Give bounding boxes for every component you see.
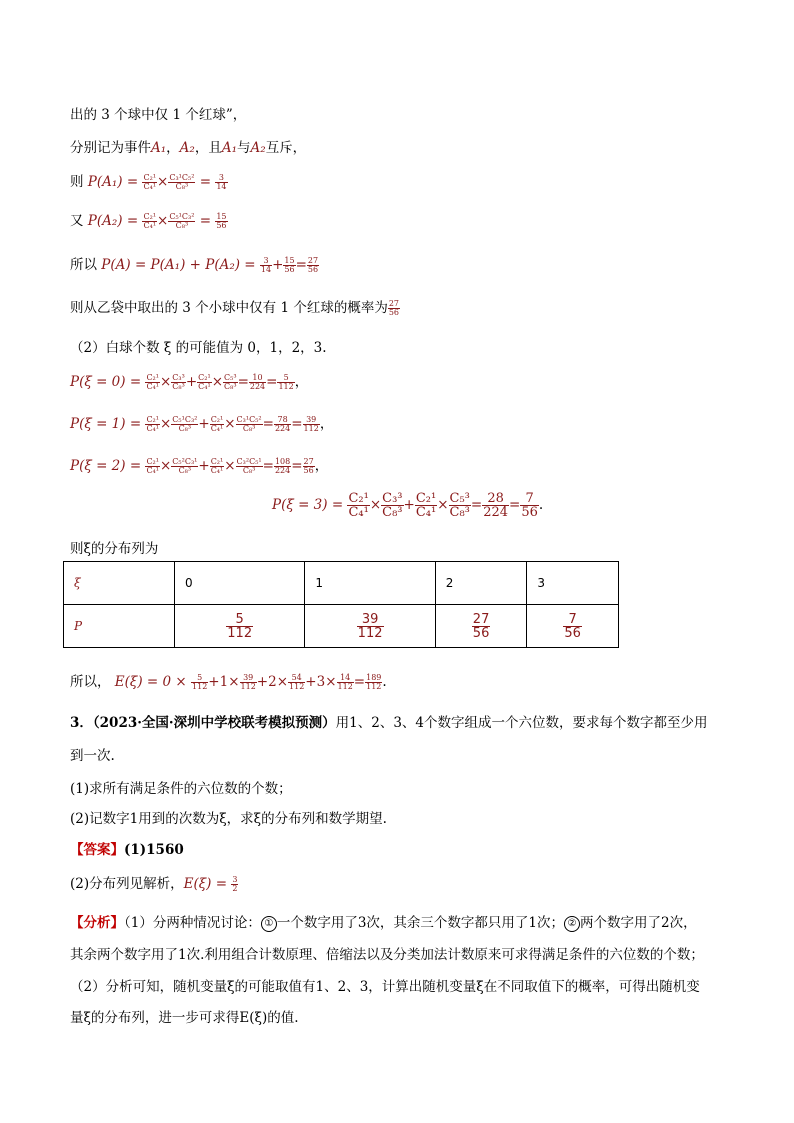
formula-p3: P(ξ = 3) = $\frac{\text{C₂¹}}{\text{C₄¹}}$ × $\frac{\text{C₃³}}{\text{C₈³}}$ + $\frac{\text{C₂¹}}{\text{C₄¹}}$ × $\frac{\text{C₅³}}{\text{C₈³}}$ = $\frac{28}{224}$ = $\frac{7}{56}$ . — [272, 491, 544, 520]
table-cell: $\frac{5}{112}$ — [175, 605, 305, 648]
math-a2: A₂ — [179, 140, 195, 156]
analysis-text: 一个数字用了3次，其余三个数字都只用了1次； — [276, 915, 565, 931]
table-header-cell: 1 — [305, 562, 435, 605]
answer-2: (2)分布列见解析， — [70, 876, 184, 892]
problem-3-text-cont: 到一次. — [70, 748, 115, 764]
text-and-intro: ，且 — [194, 140, 222, 156]
analysis-line-3: （2）分析可知，随机变量ξ的可能取值有1、2、3，计算出随机变量ξ在不同取值下的概率，可得出随机变 — [70, 979, 700, 995]
text-sep: ， — [166, 140, 180, 156]
fraction: $\frac{27}{56}$ — [388, 299, 400, 317]
fraction: $\frac{27}{56}$ — [307, 256, 319, 274]
circled-one-icon: ① — [261, 916, 277, 932]
text-expect-intro: 所以， — [70, 674, 111, 690]
answer-line-2: (2)分布列见解析，E(ξ) = $\frac{3}{2}$ — [70, 875, 238, 893]
text-so: 所以 — [70, 257, 97, 273]
formula-pa1: 则 P(A₁) = $\frac{\text{C₂¹}}{\text{C₄¹}}$ × $\frac{\text{C₃¹C₅²}}{\text{C₈³}}$ = $\frac{3}{14}$ — [70, 173, 227, 191]
math-a1-b: A₁ — [221, 140, 238, 156]
math-p3: P(ξ = 3) = — [272, 497, 344, 513]
math-a1: A₁ — [151, 140, 167, 156]
table-row-label: P — [64, 605, 175, 648]
comb-fraction: $\frac{\text{C₂¹}}{\text{C₄¹}}$ — [143, 212, 157, 230]
math-p2: P(ξ = 2) = — [70, 458, 142, 474]
analysis-text: （1）分两种情况讨论： — [124, 915, 261, 931]
problem-3-question-1: (1)求所有满足条件的六位数的个数； — [70, 781, 292, 797]
table-header-cell: 2 — [435, 562, 527, 605]
math-p1: P(ξ = 1) = — [70, 416, 142, 432]
answer-line-1 — [70, 838, 184, 858]
formula-expectation: 所以， E(ξ) = 0 × $\frac{5}{112}$ +1× $\frac{39}{112}$ +2× $\frac{54}{112}$ +3× $\frac{14}{112}$ = $\frac{189}{112}$ . — [70, 673, 387, 691]
result-fraction: $\frac{15}{56}$ — [216, 212, 227, 230]
answer-label: 【答案】 — [70, 842, 124, 858]
analysis-line-2: 其余两个数字用了1次.利用组合计数原理、倍缩法以及分类加法计数原来可求得满足条件的六位数的个数； — [70, 947, 704, 963]
text-then: 则 — [70, 174, 84, 190]
text-line-1: 出的 3 个球中仅 1 个红球”， — [70, 107, 247, 123]
analysis-line-1 — [70, 911, 697, 932]
text-events-intro: 分别记为事件 — [70, 140, 151, 156]
problem-3-statement — [70, 711, 708, 731]
text-line-6 — [70, 296, 400, 317]
analysis-text: 两个数字用了2次， — [580, 915, 697, 931]
formula-p0: P(ξ = 0) = $\frac{\text{C₂¹}}{\text{C₄¹}}$ × $\frac{\text{C₃³}}{\text{C₈³}}$ + $\frac{\text{C₂¹}}{\text{C₄¹}}$ × $\frac{\text{C₅³}}{\text{C₈³}}$ = $\frac{10}{224}$ = $\frac{5}{112}$ ， — [70, 373, 309, 391]
formula-pa: 所以 P(A) = P(A₁) + P(A₂) = $\frac{3}{14}$ + $\frac{15}{56}$ = $\frac{27}{56}$ — [70, 256, 319, 274]
distribution-table — [63, 561, 619, 648]
problem-3-question-2: (2)记数字1用到的次数为ξ，求ξ的分布列和数学期望. — [70, 811, 387, 827]
formula-p2: P(ξ = 2) = $\frac{\text{C₂¹}}{\text{C₄¹}}$ × $\frac{\text{C₅²C₃¹}}{\text{C₈³}}$ + $\frac{\text{C₂¹}}{\text{C₄¹}}$ × $\frac{\text{C₃²C₅¹}}{\text{C₈³}}$ = $\frac{108}{224}$ = $\frac{27}{56}$ ， — [70, 457, 329, 475]
math-a2-b: A₂ — [250, 140, 266, 156]
math-p0: P(ξ = 0) = — [70, 374, 142, 390]
math-answer-e: E(ξ) = — [183, 876, 228, 892]
math-pa2: P(A₂) = — [87, 213, 139, 229]
table-row — [64, 605, 619, 648]
text-line-7: （2）白球个数 ξ 的可能值为 0，1，2，3. — [70, 340, 327, 356]
math-pa: P(A) = P(A₁) + P(A₂) = — [101, 257, 256, 273]
comb-fraction: $\frac{\text{C₃¹C₅²}}{\text{C₈³}}$ — [169, 173, 195, 191]
problem-source: （2023·全国·深圳中学校联考模拟预测） — [92, 715, 336, 731]
table-header-cell: 0 — [175, 562, 305, 605]
table-header-cell: 3 — [527, 562, 619, 605]
problem-number: 3． — [70, 715, 93, 731]
text-with: 与 — [237, 140, 251, 156]
formula-p1: P(ξ = 1) = $\frac{\text{C₂¹}}{\text{C₄¹}}$ × $\frac{\text{C₅¹C₃²}}{\text{C₈³}}$ + $\frac{\text{C₂¹}}{\text{C₄¹}}$ × $\frac{\text{C₃¹C₅²}}{\text{C₈³}}$ = $\frac{78}{224}$ = $\frac{39}{112}$ ， — [70, 415, 334, 433]
table-cell: $\frac{27}{56}$ — [435, 605, 527, 648]
text-dist-intro: 则ξ的分布列为 — [70, 541, 159, 557]
text-line-2 — [70, 136, 306, 156]
answer-1: (1)1560 — [124, 842, 184, 858]
comb-fraction: $\frac{\text{C₂¹}}{\text{C₄¹}}$ — [143, 173, 157, 191]
result-fraction: $\frac{3}{14}$ — [216, 173, 227, 191]
table-cell: $\frac{7}{56}$ — [527, 605, 619, 648]
analysis-label: 【分析】 — [70, 915, 124, 931]
fraction: $\frac{3}{14}$ — [260, 256, 272, 274]
math-pa1: P(A₁) = — [87, 174, 139, 190]
text-also: 又 — [70, 213, 84, 229]
table-cell: $\frac{39}{112}$ — [305, 605, 435, 648]
table-header-cell: ξ — [64, 562, 175, 605]
analysis-line-4: 量ξ的分布列，进一步可求得E(ξ)的值. — [70, 1010, 299, 1026]
circled-two-icon: ② — [564, 916, 580, 932]
problem-text: 用1、2、3、4个数字组成一个六位数，要求每个数字都至少用 — [335, 715, 708, 731]
text-exclusive: 互斥， — [265, 140, 307, 156]
formula-pa2: 又 P(A₂) = $\frac{\text{C₂¹}}{\text{C₄¹}}$ × $\frac{\text{C₅¹C₃²}}{\text{C₈³}}$ = $\frac{15}{56}$ — [70, 212, 227, 230]
comb-fraction: $\frac{\text{C₅¹C₃²}}{\text{C₈³}}$ — [169, 212, 195, 230]
text-conclusion: 则从乙袋中取出的 3 个小球中仅有 1 个红球的概率为 — [70, 300, 388, 316]
table-row — [64, 562, 619, 605]
fraction: $\frac{15}{56}$ — [284, 256, 295, 274]
math-e: E(ξ) = 0 × — [114, 674, 187, 690]
